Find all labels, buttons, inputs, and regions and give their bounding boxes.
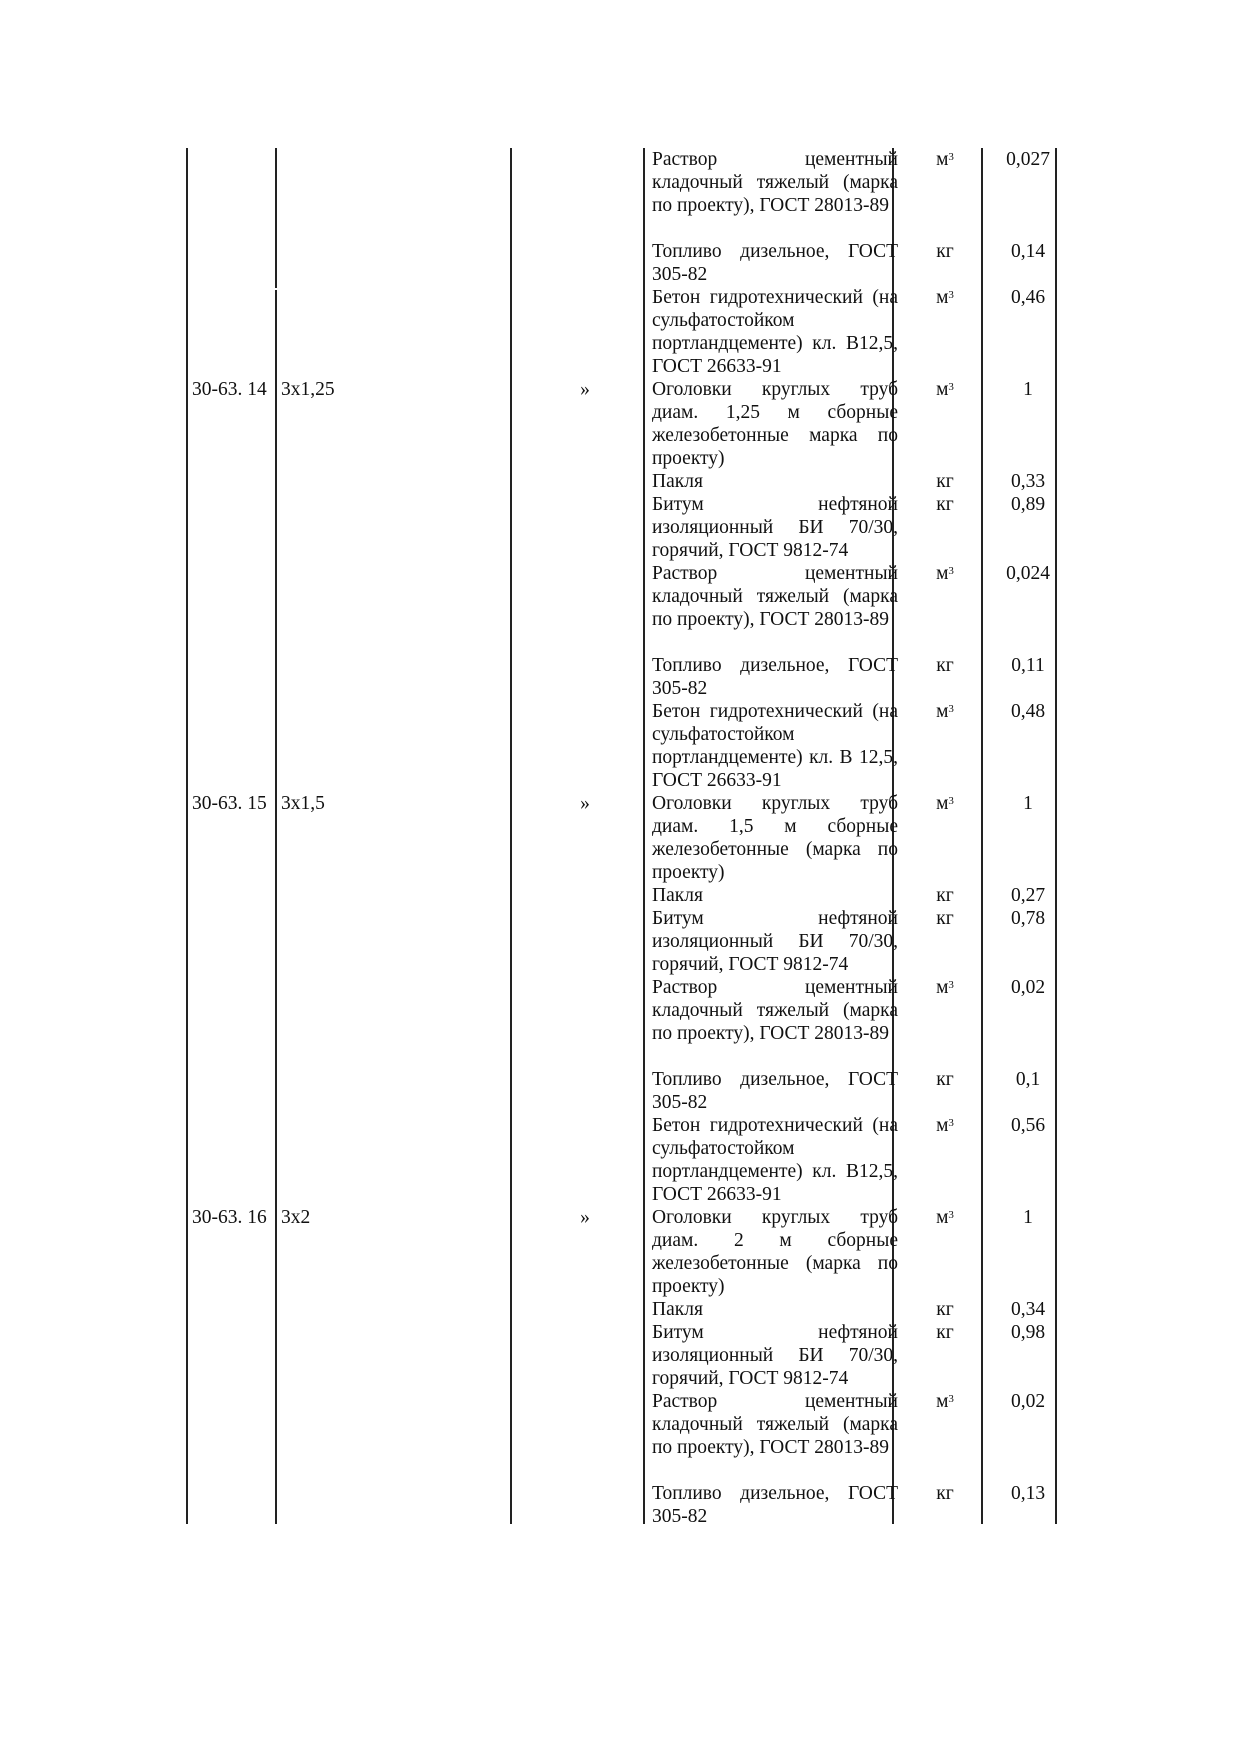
unit-superscript: 3 xyxy=(948,1393,954,1405)
column-divider-code xyxy=(275,290,277,1524)
material-description: Пакля xyxy=(652,885,703,906)
unit-superscript: 3 xyxy=(948,151,954,163)
unit-superscript: 3 xyxy=(948,565,954,577)
quantity-value: 0,27 xyxy=(1010,885,1046,906)
unit-superscript: 3 xyxy=(948,979,954,991)
unit-superscript: 3 xyxy=(948,381,954,393)
item-dimension: 3х2 xyxy=(281,1207,311,1228)
unit-of-measure xyxy=(907,379,983,402)
quantity-value: 1 xyxy=(1023,1207,1033,1228)
table-border-left xyxy=(186,148,188,1524)
unit-base: кг xyxy=(936,471,954,492)
material-description: Топливо дизельное, ГОСТ 305-82 xyxy=(652,655,898,699)
unit-of-measure xyxy=(907,793,983,816)
material-description: Оголовки круглых труб диам. 1,25 м сборные железобетонные марка по проекту) xyxy=(652,379,898,469)
quantity-value: 0,027 xyxy=(1006,149,1050,170)
quantity-value: 1 xyxy=(1023,793,1033,814)
material-description: Топливо дизельное, ГОСТ 305-82 xyxy=(652,1069,898,1113)
quantity-value: 0,024 xyxy=(1006,563,1050,584)
unit-base: м xyxy=(936,793,949,814)
item-dimension: 3х1,5 xyxy=(281,793,325,814)
unit-of-measure xyxy=(907,1069,983,1092)
material-description: Битум нефтяной изоляционный БИ 70/30, горячий, ГОСТ 9812-74 xyxy=(652,908,898,975)
quantity-value: 0,78 xyxy=(1010,908,1046,929)
material-description: Битум нефтяной изоляционный БИ 70/30, горячий, ГОСТ 9812-74 xyxy=(652,494,898,561)
column-divider-quote xyxy=(643,148,645,1524)
unit-base: м xyxy=(936,149,949,170)
unit-base: кг xyxy=(936,1483,954,1504)
material-description: Пакля xyxy=(652,1299,703,1320)
material-description: Пакля xyxy=(652,471,703,492)
unit-of-measure xyxy=(907,1322,983,1345)
unit-base: м xyxy=(936,1115,949,1136)
unit-base: кг xyxy=(936,908,954,929)
unit-base: м xyxy=(936,379,949,400)
unit-superscript: 3 xyxy=(948,703,954,715)
unit-of-measure xyxy=(907,885,983,908)
material-description: Раствор цементный кладочный тяжелый (марка по проекту), ГОСТ 28013-89 xyxy=(652,149,898,216)
material-description: Раствор цементный кладочный тяжелый (марка по проекту), ГОСТ 28013-89 xyxy=(652,977,898,1044)
material-description: Топливо дизельное, ГОСТ 305-82 xyxy=(652,1483,898,1527)
unit-superscript: 3 xyxy=(948,795,954,807)
material-description: Раствор цементный кладочный тяжелый (марка по проекту), ГОСТ 28013-89 xyxy=(652,1391,898,1458)
quantity-value: 0,34 xyxy=(1010,1299,1046,1320)
quantity-value: 0,48 xyxy=(1010,701,1046,722)
item-dimension: 3х1,25 xyxy=(281,379,335,400)
material-description: Раствор цементный кладочный тяжелый (марка по проекту), ГОСТ 28013-89 xyxy=(652,563,898,630)
unit-base: м xyxy=(936,287,949,308)
material-description: Топливо дизельное, ГОСТ 305-82 xyxy=(652,241,898,285)
quantity-value: 0,11 xyxy=(1011,655,1045,676)
unit-base: кг xyxy=(936,885,954,906)
quantity-value: 0,56 xyxy=(1010,1115,1046,1136)
item-code: 30-63. 14 xyxy=(192,379,267,400)
column-divider-dimension xyxy=(510,148,512,1524)
ditto-mark: » xyxy=(580,1207,590,1228)
quantity-value: 0,14 xyxy=(1010,241,1046,262)
unit-base: м xyxy=(936,563,949,584)
quantity-value: 0,98 xyxy=(1010,1322,1046,1343)
unit-of-measure xyxy=(907,1483,983,1506)
ditto-mark: » xyxy=(580,379,590,400)
quantity-value: 1 xyxy=(1023,379,1033,400)
unit-base: кг xyxy=(936,241,954,262)
unit-base: кг xyxy=(936,1069,954,1090)
unit-of-measure xyxy=(907,1207,983,1230)
unit-base: м xyxy=(936,1207,949,1228)
ditto-mark: » xyxy=(580,793,590,814)
unit-base: кг xyxy=(936,1299,954,1320)
quantity-value: 0,46 xyxy=(1010,287,1046,308)
quantity-value: 0,33 xyxy=(1010,471,1046,492)
quantity-value: 0,02 xyxy=(1010,977,1046,998)
unit-base: кг xyxy=(936,494,954,515)
unit-superscript: 3 xyxy=(948,289,954,301)
unit-of-measure xyxy=(907,1115,983,1138)
unit-of-measure xyxy=(907,977,983,1000)
unit-of-measure xyxy=(907,241,983,264)
material-description: Оголовки круглых труб диам. 1,5 м сборные железобетонные (марка по проекту) xyxy=(652,793,898,883)
quantity-value: 0,13 xyxy=(1010,1483,1046,1504)
unit-of-measure xyxy=(907,494,983,517)
unit-of-measure xyxy=(907,287,983,310)
unit-base: м xyxy=(936,977,949,998)
material-description: Бетон гидротехнический (на сульфатостойком портландцементе) кл. В 12,5, ГОСТ 26633-91 xyxy=(652,701,898,791)
unit-of-measure xyxy=(907,471,983,494)
quantity-value: 0,1 xyxy=(1015,1069,1041,1090)
item-code: 30-63. 16 xyxy=(192,1207,267,1228)
unit-superscript: 3 xyxy=(948,1117,954,1129)
unit-of-measure xyxy=(907,1299,983,1322)
unit-of-measure xyxy=(907,908,983,931)
unit-of-measure xyxy=(907,149,983,172)
unit-of-measure xyxy=(907,701,983,724)
column-divider-code xyxy=(275,148,277,288)
unit-base: кг xyxy=(936,655,954,676)
material-description: Битум нефтяной изоляционный БИ 70/30, горячий, ГОСТ 9812-74 xyxy=(652,1322,898,1389)
unit-of-measure xyxy=(907,1391,983,1414)
unit-base: м xyxy=(936,701,949,722)
unit-base: м xyxy=(936,1391,949,1412)
material-description: Оголовки круглых труб диам. 2 м сборные железобетонные (марка по проекту) xyxy=(652,1207,898,1297)
unit-base: кг xyxy=(936,1322,954,1343)
unit-superscript: 3 xyxy=(948,1209,954,1221)
item-code: 30-63. 15 xyxy=(192,793,267,814)
material-description: Бетон гидротехнический (на сульфатостойком портландцементе) кл. В12,5, ГОСТ 26633-91 xyxy=(652,1115,898,1205)
unit-of-measure xyxy=(907,563,983,586)
quantity-value: 0,89 xyxy=(1010,494,1046,515)
material-description: Бетон гидротехнический (на сульфатостойком портландцементе) кл. В12,5, ГОСТ 26633-91 xyxy=(652,287,898,377)
quantity-value: 0,02 xyxy=(1010,1391,1046,1412)
unit-of-measure xyxy=(907,655,983,678)
